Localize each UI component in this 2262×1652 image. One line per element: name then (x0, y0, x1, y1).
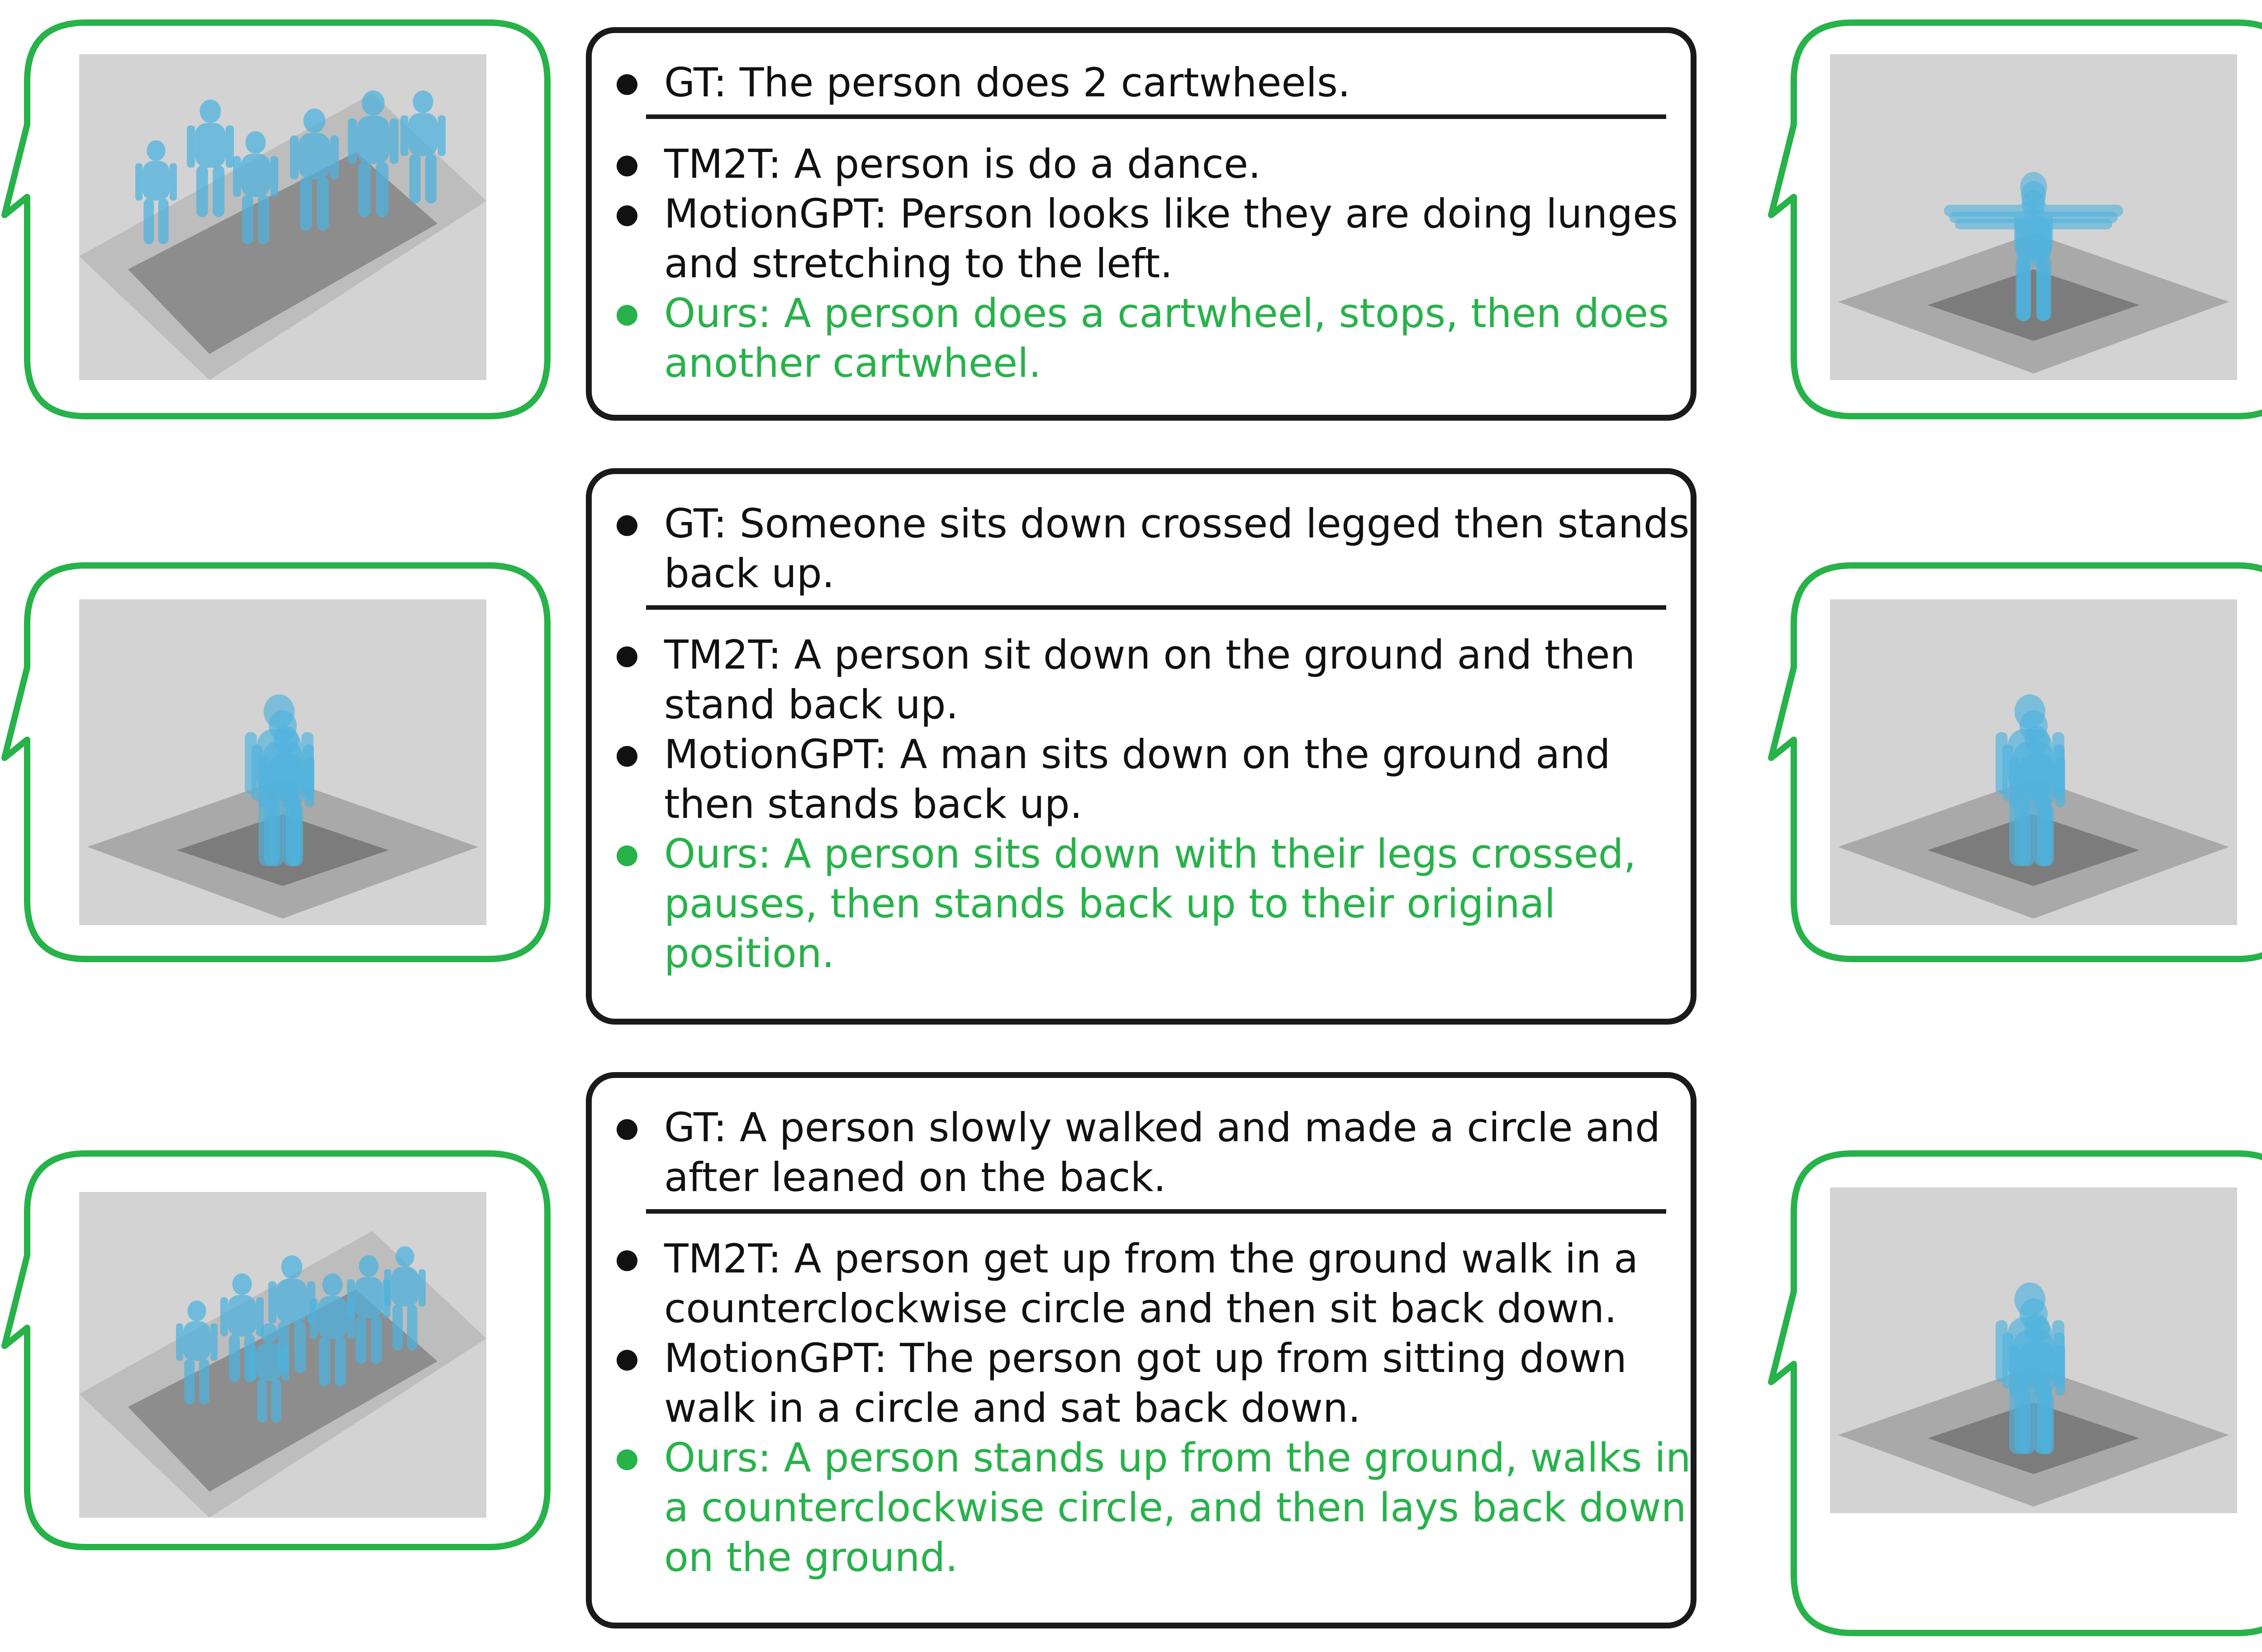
gt-caption-text: back up. (664, 550, 835, 597)
motion-render-5 (1830, 1187, 2237, 1513)
gt-caption-text: after leaned on the back. (664, 1154, 1166, 1201)
tm2t-caption-text: counterclockwise circle and then sit back down. (664, 1285, 1617, 1332)
ours-caption-text: pauses, then stands back up to their original (664, 880, 1556, 927)
motiongpt-caption-text: and stretching to the left. (664, 240, 1173, 287)
tm2t-caption-text: TM2T: A person get up from the ground walk in a (664, 1235, 1639, 1282)
gt-caption-text: GT: A person slowly walked and made a circle and (664, 1104, 1660, 1151)
ours-caption-text: position. (664, 930, 835, 977)
gt-caption-text: GT: The person does 2 cartwheels. (664, 59, 1350, 106)
ours-caption-text: another cartwheel. (664, 340, 1041, 386)
ours-caption-text: Ours: A person sits down with their legs crossed, (664, 831, 1636, 877)
motiongpt-caption-text: MotionGPT: A man sits down on the ground and (664, 731, 1611, 778)
motiongpt-caption-text: MotionGPT: Person looks like they are doing lunges (664, 190, 1678, 237)
tm2t-caption-text: TM2T: A person sit down on the ground and then (664, 631, 1635, 678)
ours-caption-text: on the ground. (664, 1534, 958, 1581)
ours-caption-text: a counterclockwise circle, and then lays back down (664, 1484, 1687, 1531)
tm2t-caption-text: TM2T: A person is do a dance. (664, 141, 1261, 187)
motiongpt-caption-text: MotionGPT: The person got up from sitting down (664, 1335, 1627, 1381)
tm2t-caption-text: stand back up. (664, 681, 959, 728)
motion-scene-svg (1830, 1187, 2237, 1513)
motiongpt-caption-text: walk in a circle and sat back down. (664, 1385, 1361, 1431)
gt-caption-text: GT: Someone sits down crossed legged then stands (664, 500, 1690, 547)
ours-caption-text: Ours: A person does a cartwheel, stops, then does (664, 290, 1669, 337)
motiongpt-caption-text: then stands back up. (664, 781, 1083, 827)
ours-caption-text: Ours: A person stands up from the ground, walks in (664, 1434, 1691, 1481)
